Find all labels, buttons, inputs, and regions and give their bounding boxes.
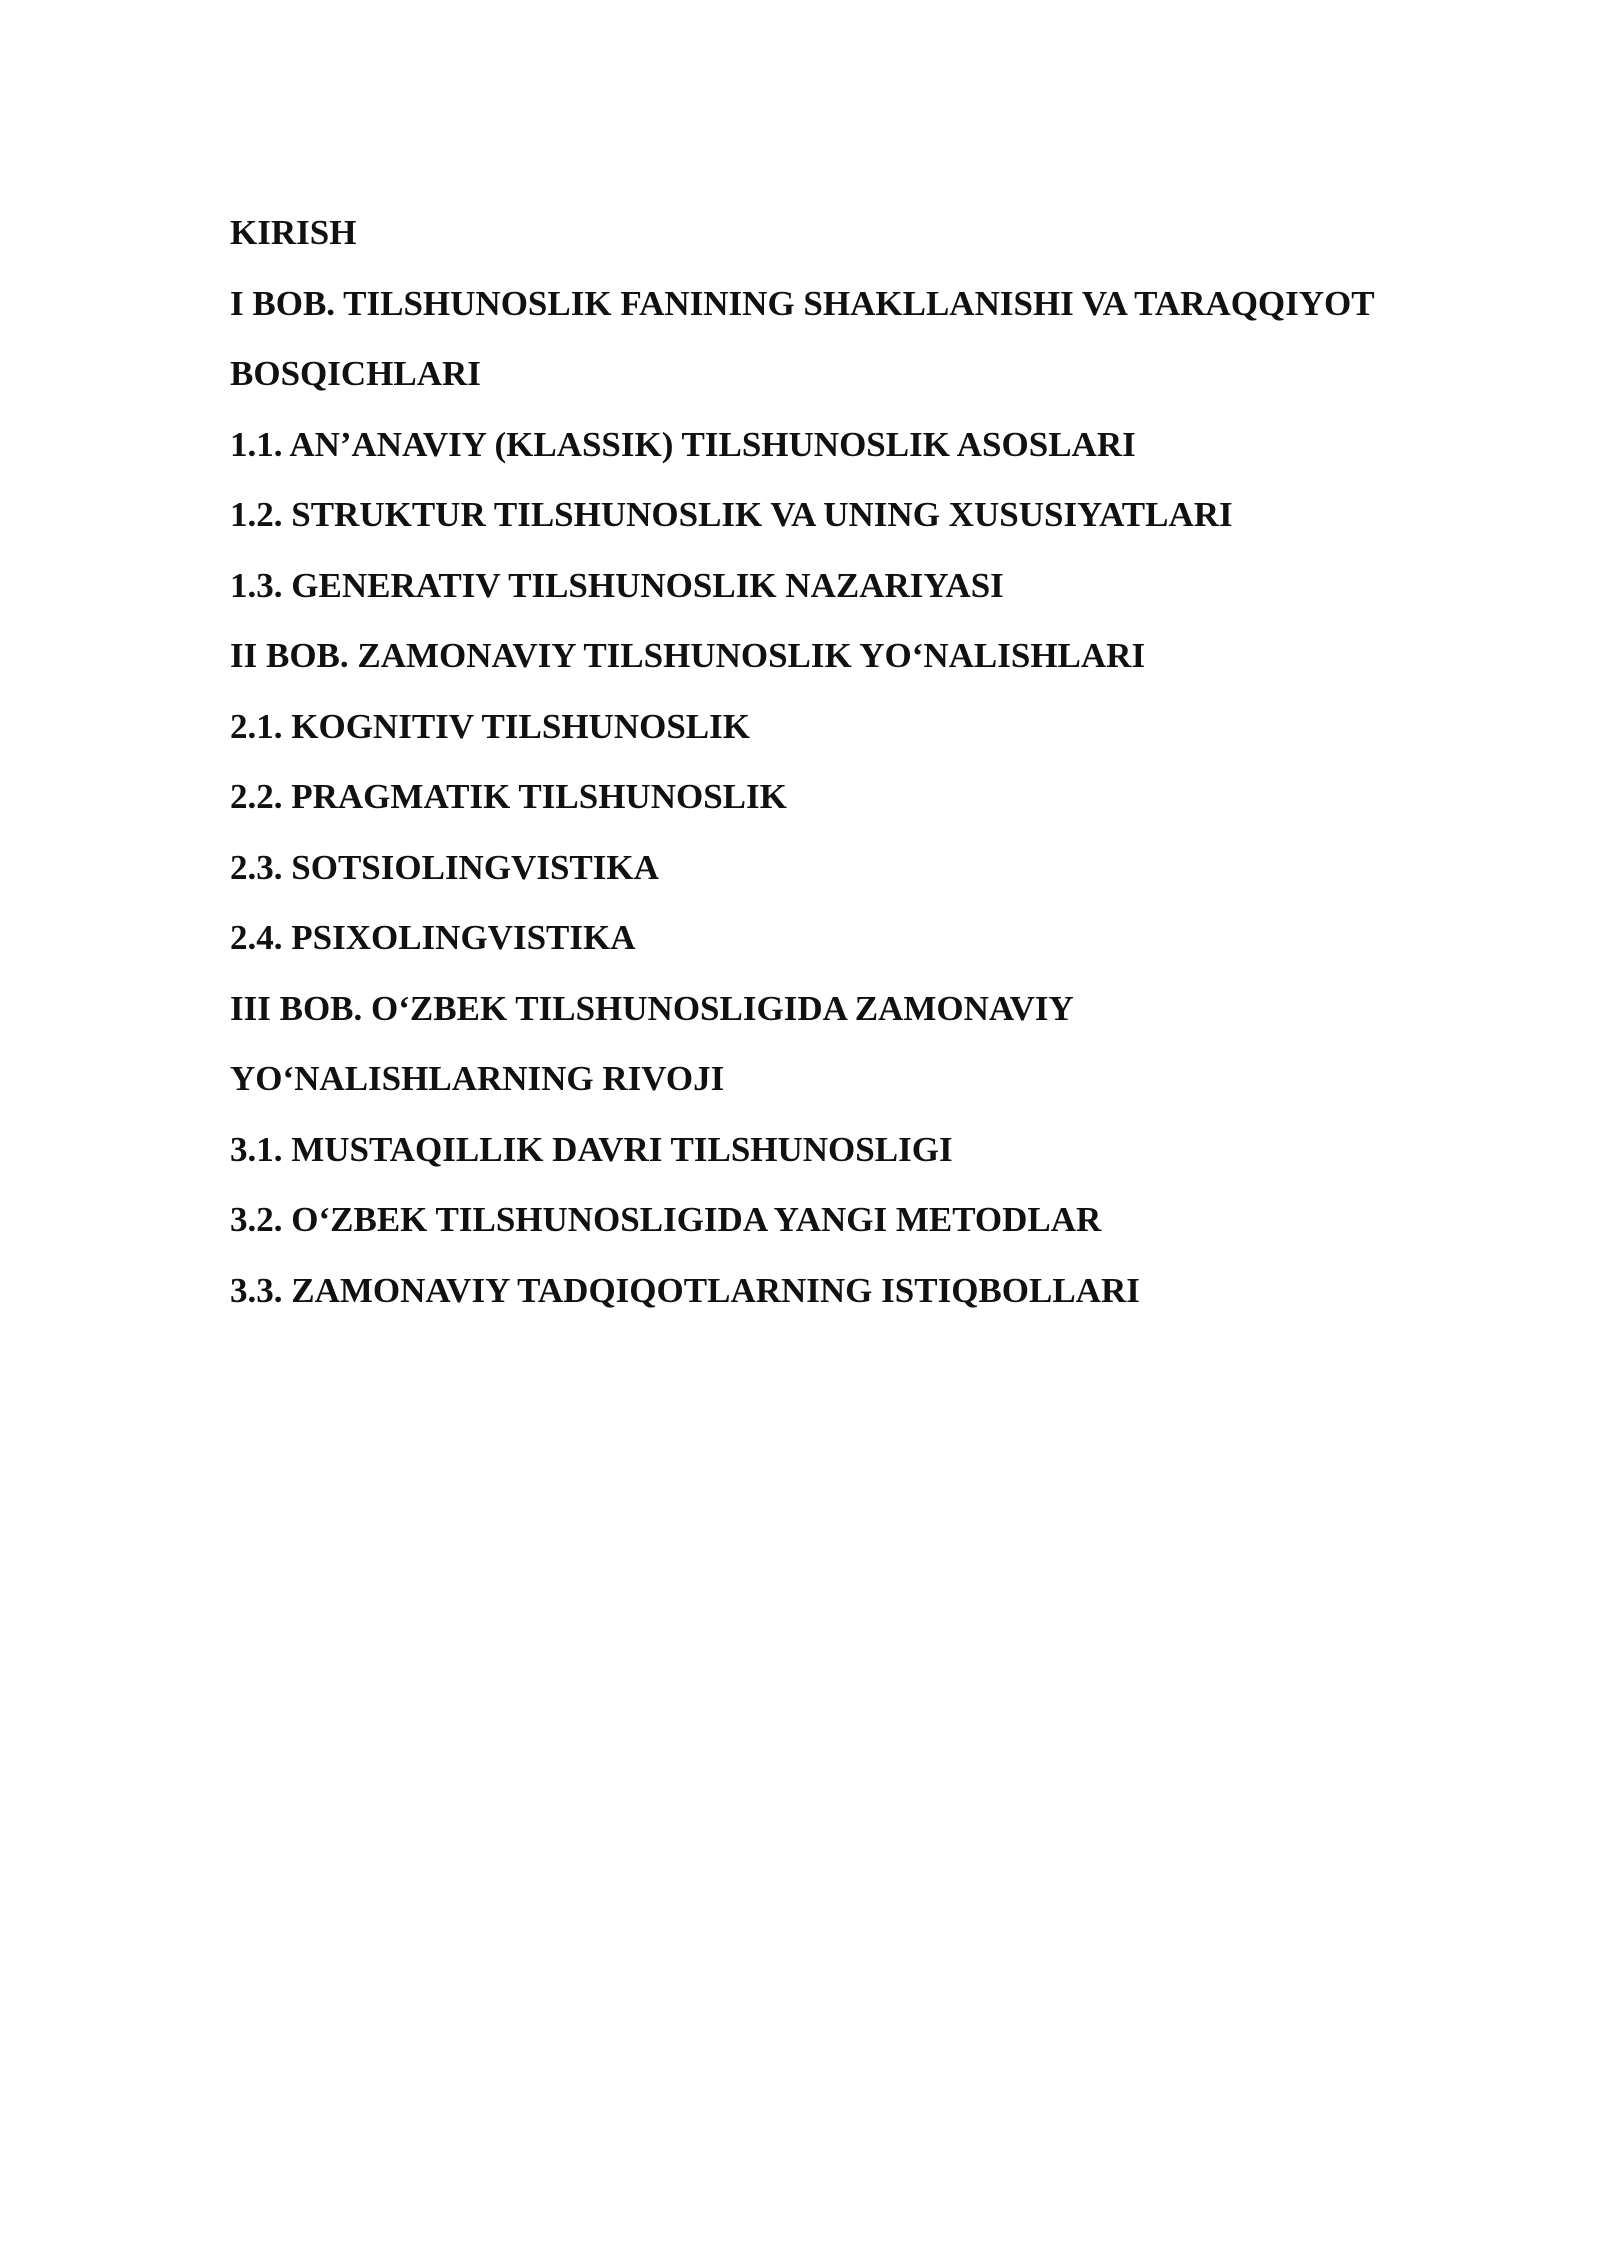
toc-chapter-1-title: I BOB. TILSHUNOSLIK FANINING SHAKLLANISHI VA TARAQQIYOT [230,283,1375,323]
toc-section-1-3: 1.3. GENERATIV TILSHUNOSLIK NAZARIYASI [230,565,1004,605]
toc-section-1-1: 1.1. AN’ANAVIY (KLASSIK) TILSHUNOSLIK ASOSLARI [230,424,1136,464]
table-of-contents [230,198,1530,1326]
toc-chapter-2-title: II BOB. ZAMONAVIY TILSHUNOSLIK YO‘NALISHLARI [230,636,1146,675]
toc-section-2-4: 2.4. PSIXOLINGVISTIKA [230,918,636,957]
toc-section-3-1: 3.1. MUSTAQILLIK DAVRI TILSHUNOSLIGI [230,1129,953,1169]
toc-section-3-2: 3.2. O‘ZBEK TILSHUNOSLIGIDA YANGI METODLAR [230,1200,1102,1239]
toc-chapter-3-title: III BOB. O‘ZBEK TILSHUNOSLIGIDA ZAMONAVIY [230,988,1074,1028]
toc-section-2-1: 2.1. KOGNITIV TILSHUNOSLIK [230,706,750,746]
toc-section-3-3: 3.3. ZAMONAVIY TADQIQOTLARNING ISTIQBOLLARI [230,1270,1140,1310]
toc-chapter-1-title-continued: BOSQICHLARI [230,354,481,393]
toc-section-2-2: 2.2. PRAGMATIK TILSHUNOSLIK [230,777,787,816]
toc-chapter-3-title-continued: YO‘NALISHLARNING RIVOJI [230,1059,725,1098]
toc-section-2-3: 2.3. SOTSIOLINGVISTIKA [230,847,659,887]
toc-section-1-2: 1.2. STRUKTUR TILSHUNOSLIK VA UNING XUSUSIYATLARI [230,495,1233,534]
toc-entry-introduction: KIRISH [230,213,357,252]
